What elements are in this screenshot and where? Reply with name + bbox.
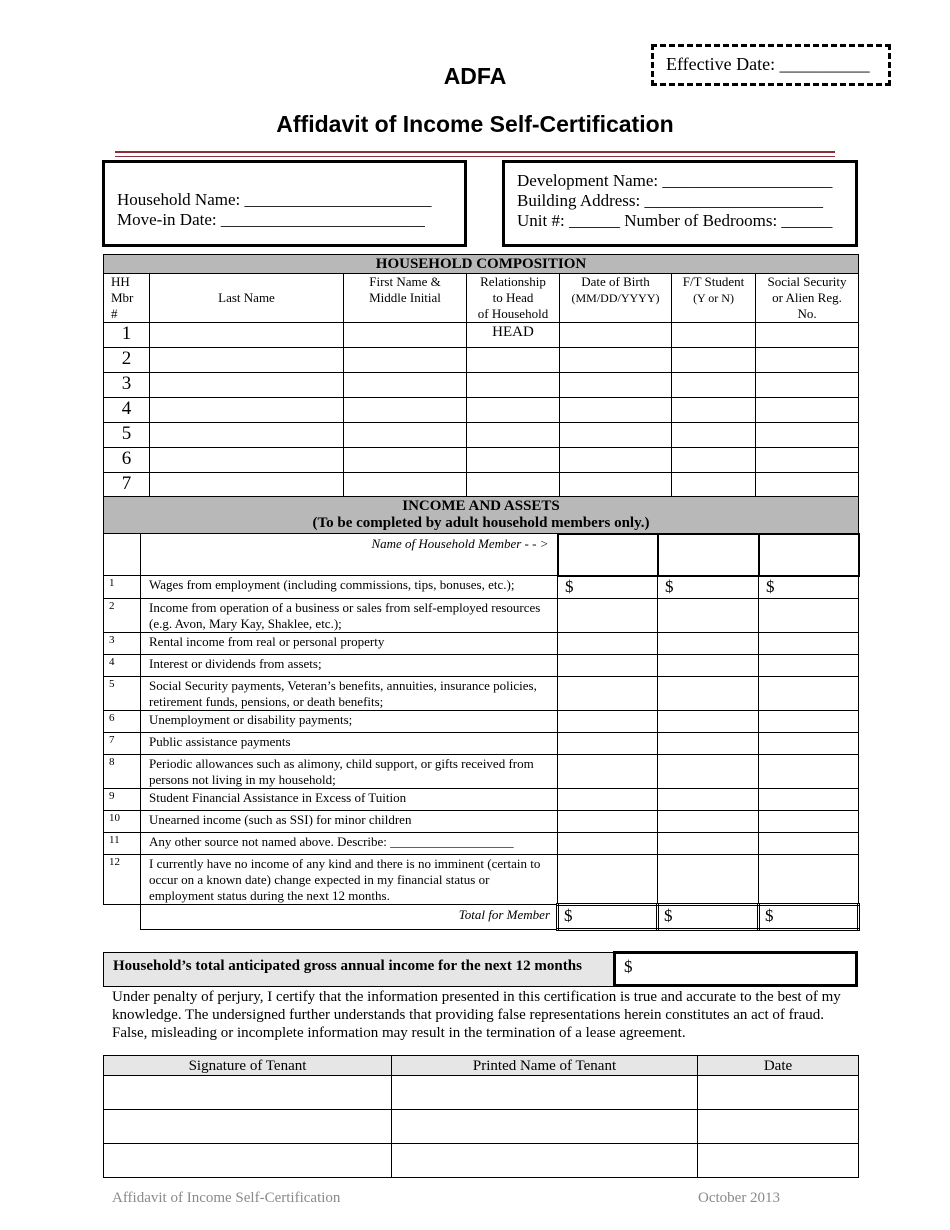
item-number: 4 — [104, 655, 141, 677]
amount-cell[interactable] — [658, 599, 759, 633]
income-row — [104, 811, 859, 833]
household-composition-heading: HOUSEHOLD COMPOSITION — [104, 255, 859, 274]
amount-cell[interactable] — [558, 811, 658, 833]
amount-cell[interactable] — [759, 755, 859, 789]
last-name-cell[interactable] — [150, 373, 344, 398]
item-description: Public assistance payments — [141, 733, 558, 755]
amount-cell[interactable] — [759, 677, 859, 711]
total-cell[interactable]: $ — [658, 905, 759, 930]
amount-cell[interactable] — [759, 599, 859, 633]
member-number: 1 — [104, 323, 150, 348]
total-cell[interactable]: $ — [558, 905, 658, 930]
col-ssn: Social Security or Alien Reg. No. — [756, 274, 859, 323]
ssn-cell[interactable] — [756, 398, 859, 423]
amount-cell[interactable] — [759, 733, 859, 755]
item-number: 9 — [104, 789, 141, 811]
member-number: 2 — [104, 348, 150, 373]
amount-cell[interactable] — [759, 833, 859, 855]
signature-cell[interactable] — [104, 1076, 392, 1110]
relationship-cell[interactable] — [467, 348, 560, 373]
student-cell[interactable] — [672, 373, 756, 398]
date-cell[interactable] — [698, 1076, 859, 1110]
first-name-cell[interactable] — [344, 348, 467, 373]
dob-cell[interactable] — [560, 348, 672, 373]
amount-cell[interactable] — [658, 711, 759, 733]
table-row — [104, 1076, 859, 1110]
relationship-cell[interactable] — [467, 473, 560, 498]
amount-cell[interactable]: $ — [558, 576, 658, 599]
gross-income-field[interactable]: $ — [613, 951, 858, 987]
income-row — [104, 855, 859, 905]
income-row — [104, 733, 859, 755]
amount-cell[interactable] — [658, 655, 759, 677]
blank-cell — [104, 905, 141, 930]
item-description: Interest or dividends from assets; — [141, 655, 558, 677]
student-cell[interactable] — [672, 348, 756, 373]
total-row — [104, 905, 859, 930]
amount-cell[interactable] — [658, 789, 759, 811]
member-name-cell[interactable] — [658, 534, 759, 576]
agency-name: ADFA — [443, 63, 507, 89]
move-in-date-field[interactable]: Move-in Date: ________________________ — [117, 210, 425, 229]
amount-cell[interactable] — [558, 655, 658, 677]
dob-cell[interactable] — [560, 373, 672, 398]
date-cell[interactable] — [698, 1144, 859, 1178]
page-title: Affidavit of Income Self-Certification — [276, 111, 674, 137]
total-cell[interactable]: $ — [759, 905, 859, 930]
household-name-field[interactable]: Household Name: ______________________ — [117, 190, 432, 209]
amount-cell[interactable] — [759, 855, 859, 905]
student-cell[interactable] — [672, 398, 756, 423]
amount-cell[interactable] — [658, 833, 759, 855]
item-description: I currently have no income of any kind and there is no imminent (certain to occur on a known date) change expected in my financial status or employment status during the next 12 months. — [141, 855, 558, 905]
title-divider — [115, 151, 835, 153]
col-date: Date — [698, 1056, 859, 1076]
amount-cell[interactable]: $ — [759, 576, 859, 599]
table-row — [104, 473, 859, 498]
item-number: 7 — [104, 733, 141, 755]
relationship-cell[interactable] — [467, 448, 560, 473]
item-description: Income from operation of a business or sales from self-employed resources (e.g. Avon, Mary Kay, Shaklee, etc.); — [141, 599, 558, 633]
table-row — [104, 348, 859, 373]
amount-cell[interactable] — [558, 755, 658, 789]
item-number: 11 — [104, 833, 141, 855]
col-relationship: Relationship to Head of Household — [467, 274, 560, 323]
item-number: 2 — [104, 599, 141, 633]
first-name-cell[interactable] — [344, 398, 467, 423]
amount-cell[interactable] — [759, 811, 859, 833]
item-description: Periodic allowances such as alimony, child support, or gifts received from persons not living in my household; — [141, 755, 558, 789]
amount-cell[interactable] — [759, 655, 859, 677]
amount-cell[interactable] — [658, 755, 759, 789]
household-composition-table — [103, 254, 859, 498]
gross-income-label: Household’s total anticipated gross annual income for the next 12 months — [103, 952, 614, 987]
member-number: 5 — [104, 423, 150, 448]
member-name-cell[interactable] — [759, 534, 859, 576]
relationship-cell[interactable] — [467, 423, 560, 448]
col-signature: Signature of Tenant — [104, 1056, 392, 1076]
printed-name-cell[interactable] — [392, 1110, 698, 1144]
development-name-field[interactable]: Development Name: ____________________ — [517, 171, 833, 190]
col-printed-name: Printed Name of Tenant — [392, 1056, 698, 1076]
item-number: 12 — [104, 855, 141, 905]
member-name-cell[interactable] — [558, 534, 658, 576]
dob-cell[interactable] — [560, 423, 672, 448]
effective-date-field[interactable]: Effective Date: __________ — [651, 44, 891, 86]
item-description: Any other source not named above. Describe: ___________________ — [141, 833, 558, 855]
certification-statement: Under penalty of perjury, I certify that the information presented in this certification is true and accurate to the best of my knowledge. The undersigned further understands that providing false representations herein constitutes an act of fraud. False, misleading or incomplete information may result in the termination of a lease agreement. — [112, 989, 841, 1041]
building-address-field[interactable]: Building Address: _____________________ — [517, 191, 824, 210]
relationship-cell: HEAD — [467, 323, 560, 348]
member-name-label: Name of Household Member - - > — [141, 534, 558, 576]
unit-bedrooms-field[interactable]: Unit #: ______ Number of Bedrooms: ______ — [517, 211, 833, 230]
amount-cell[interactable] — [558, 833, 658, 855]
amount-cell[interactable] — [759, 789, 859, 811]
income-row — [104, 576, 859, 599]
first-name-cell[interactable] — [344, 373, 467, 398]
printed-name-cell[interactable] — [392, 1144, 698, 1178]
signature-cell[interactable] — [104, 1144, 392, 1178]
item-description: Rental income from real or personal property — [141, 633, 558, 655]
student-cell[interactable] — [672, 323, 756, 348]
income-row — [104, 789, 859, 811]
amount-cell[interactable] — [759, 633, 859, 655]
amount-cell[interactable] — [558, 855, 658, 905]
table-row — [104, 398, 859, 423]
ssn-cell[interactable] — [756, 323, 859, 348]
member-number: 7 — [104, 473, 150, 498]
col-last-name: Last Name — [150, 274, 344, 323]
table-row — [104, 323, 859, 348]
date-cell[interactable] — [698, 1110, 859, 1144]
table-row — [104, 448, 859, 473]
col-first-name: First Name & Middle Initial — [344, 274, 467, 323]
table-row — [104, 1110, 859, 1144]
ssn-cell[interactable] — [756, 423, 859, 448]
ssn-cell[interactable] — [756, 373, 859, 398]
member-number: 6 — [104, 448, 150, 473]
item-description: Social Security payments, Veteran’s benefits, annuities, insurance policies, retirement funds, pensions, or death benefits; — [141, 677, 558, 711]
table-row — [104, 423, 859, 448]
printed-name-cell[interactable] — [392, 1076, 698, 1110]
title-divider-thin — [115, 156, 835, 157]
amount-cell[interactable] — [558, 677, 658, 711]
member-number: 4 — [104, 398, 150, 423]
last-name-cell[interactable] — [150, 398, 344, 423]
amount-cell[interactable] — [558, 733, 658, 755]
income-row — [104, 599, 859, 633]
item-number: 1 — [104, 576, 141, 599]
amount-cell[interactable] — [658, 633, 759, 655]
amount-cell[interactable] — [558, 711, 658, 733]
amount-cell[interactable] — [558, 599, 658, 633]
dob-cell[interactable] — [560, 473, 672, 498]
signature-cell[interactable] — [104, 1110, 392, 1144]
item-description: Student Financial Assistance in Excess of Tuition — [141, 789, 558, 811]
first-name-cell[interactable] — [344, 323, 467, 348]
ssn-cell[interactable] — [756, 473, 859, 498]
item-description: Unearned income (such as SSI) for minor children — [141, 811, 558, 833]
last-name-cell[interactable] — [150, 348, 344, 373]
ssn-cell[interactable] — [756, 348, 859, 373]
income-assets-heading: INCOME AND ASSETS (To be completed by adult household members only.) — [104, 497, 859, 534]
last-name-cell[interactable] — [150, 473, 344, 498]
total-label: Total for Member — [141, 905, 558, 930]
amount-cell[interactable] — [658, 811, 759, 833]
table-row — [104, 1144, 859, 1178]
student-cell[interactable] — [672, 473, 756, 498]
item-number: 10 — [104, 811, 141, 833]
ssn-cell[interactable] — [756, 448, 859, 473]
income-row — [104, 677, 859, 711]
item-description: Unemployment or disability payments; — [141, 711, 558, 733]
blank-cell — [104, 534, 141, 576]
income-assets-table — [103, 496, 860, 931]
footer-title: Affidavit of Income Self-Certification — [112, 1190, 341, 1206]
amount-cell[interactable] — [658, 733, 759, 755]
dob-cell[interactable] — [560, 448, 672, 473]
relationship-cell[interactable] — [467, 373, 560, 398]
amount-cell[interactable] — [658, 855, 759, 905]
amount-cell[interactable] — [558, 633, 658, 655]
last-name-cell[interactable] — [150, 448, 344, 473]
income-row — [104, 711, 859, 733]
development-info-box — [502, 160, 858, 247]
student-cell[interactable] — [672, 423, 756, 448]
item-number: 6 — [104, 711, 141, 733]
item-number: 5 — [104, 677, 141, 711]
amount-cell[interactable] — [558, 789, 658, 811]
household-info-box — [102, 160, 467, 247]
amount-cell[interactable] — [759, 711, 859, 733]
income-row — [104, 755, 859, 789]
last-name-cell[interactable] — [150, 423, 344, 448]
first-name-cell[interactable] — [344, 423, 467, 448]
first-name-cell[interactable] — [344, 448, 467, 473]
footer-date: October 2013 — [698, 1190, 781, 1206]
income-row — [104, 833, 859, 855]
student-cell[interactable] — [672, 448, 756, 473]
last-name-cell[interactable] — [150, 323, 344, 348]
income-row — [104, 655, 859, 677]
signature-table — [103, 1055, 859, 1178]
member-number: 3 — [104, 373, 150, 398]
col-date-of-birth: Date of Birth (MM/DD/YYYY) — [560, 274, 672, 323]
first-name-cell[interactable] — [344, 473, 467, 498]
item-number: 3 — [104, 633, 141, 655]
table-row — [104, 373, 859, 398]
relationship-cell[interactable] — [467, 398, 560, 423]
col-hh-member-number: HH Mbr # — [104, 274, 150, 323]
dob-cell[interactable] — [560, 398, 672, 423]
amount-cell[interactable] — [658, 677, 759, 711]
dob-cell[interactable] — [560, 323, 672, 348]
col-ft-student: F/T Student (Y or N) — [672, 274, 756, 323]
item-number: 8 — [104, 755, 141, 789]
amount-cell[interactable]: $ — [658, 576, 759, 599]
income-row — [104, 633, 859, 655]
item-description: Wages from employment (including commissions, tips, bonuses, etc.); — [141, 576, 558, 599]
